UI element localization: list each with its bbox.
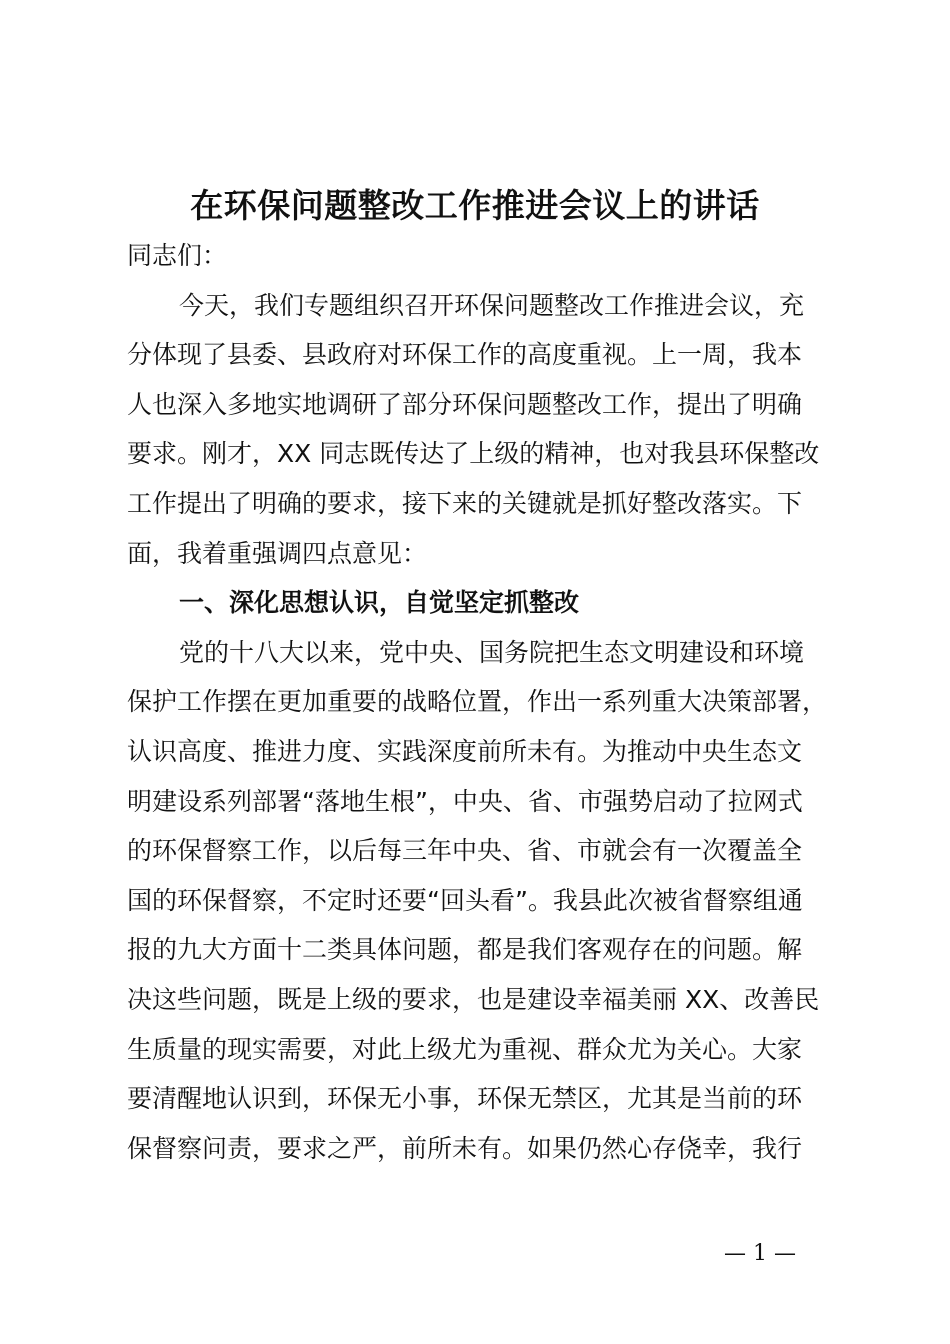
body-line: 报的九大方面十二类具体问题，都是我们客观存在的问题。解 bbox=[127, 935, 803, 965]
section-heading: 一、深化思想认识，自觉坚定抓整改 bbox=[179, 588, 580, 618]
body-line: 的环保督察工作，以后每三年中央、省、市就会有一次覆盖全 bbox=[127, 836, 803, 866]
document-title: 在环保问题整改工作推进会议上的讲话 bbox=[190, 186, 760, 225]
body-line: 人也深入多地实地调研了部分环保问题整改工作，提出了明确 bbox=[127, 389, 803, 419]
body-line: 认识高度、推进力度、实践深度前所未有。为推动中央生态文 bbox=[127, 736, 803, 766]
document-body bbox=[127, 231, 832, 1173]
body-line: 生质量的现实需要，对此上级尤为重视、群众尤为关心。大家 bbox=[127, 1034, 803, 1064]
body-line: 面，我着重强调四点意见： bbox=[127, 538, 428, 568]
body-line: 明建设系列部署“落地生根”，中央、省、市强势启动了拉网式 bbox=[127, 786, 803, 816]
body-line: 保护工作摆在更加重要的战略位置，作出一系列重大决策部署， bbox=[127, 687, 828, 717]
body-line: 保督察问责，要求之严，前所未有。如果仍然心存侥幸，我行 bbox=[127, 1133, 803, 1163]
body-line: 分体现了县委、县政府对环保工作的高度重视。上一周，我本 bbox=[127, 340, 803, 370]
body-line: 决这些问题，既是上级的要求，也是建设幸福美丽 XX、改善民 bbox=[127, 984, 820, 1014]
body-line: 党的十八大以来，党中央、国务院把生态文明建设和环境 bbox=[179, 637, 805, 667]
salutation-line: 同志们： bbox=[127, 241, 228, 270]
page-number: — 1 — bbox=[724, 1241, 796, 1266]
body-line: 工作提出了明确的要求，接下来的关键就是抓好整改落实。下 bbox=[127, 488, 803, 518]
body-line: 要求。刚才，XX 同志既传达了上级的精神，也对我县环保整改 bbox=[127, 439, 820, 469]
body-line: 要清醒地认识到，环保无小事，环保无禁区，尤其是当前的环 bbox=[127, 1084, 803, 1114]
body-line: 今天，我们专题组织召开环保问题整改工作推进会议，充 bbox=[179, 290, 805, 320]
body-line: 国的环保督察，不定时还要“回头看”。我县此次被省督察组通 bbox=[127, 885, 803, 915]
